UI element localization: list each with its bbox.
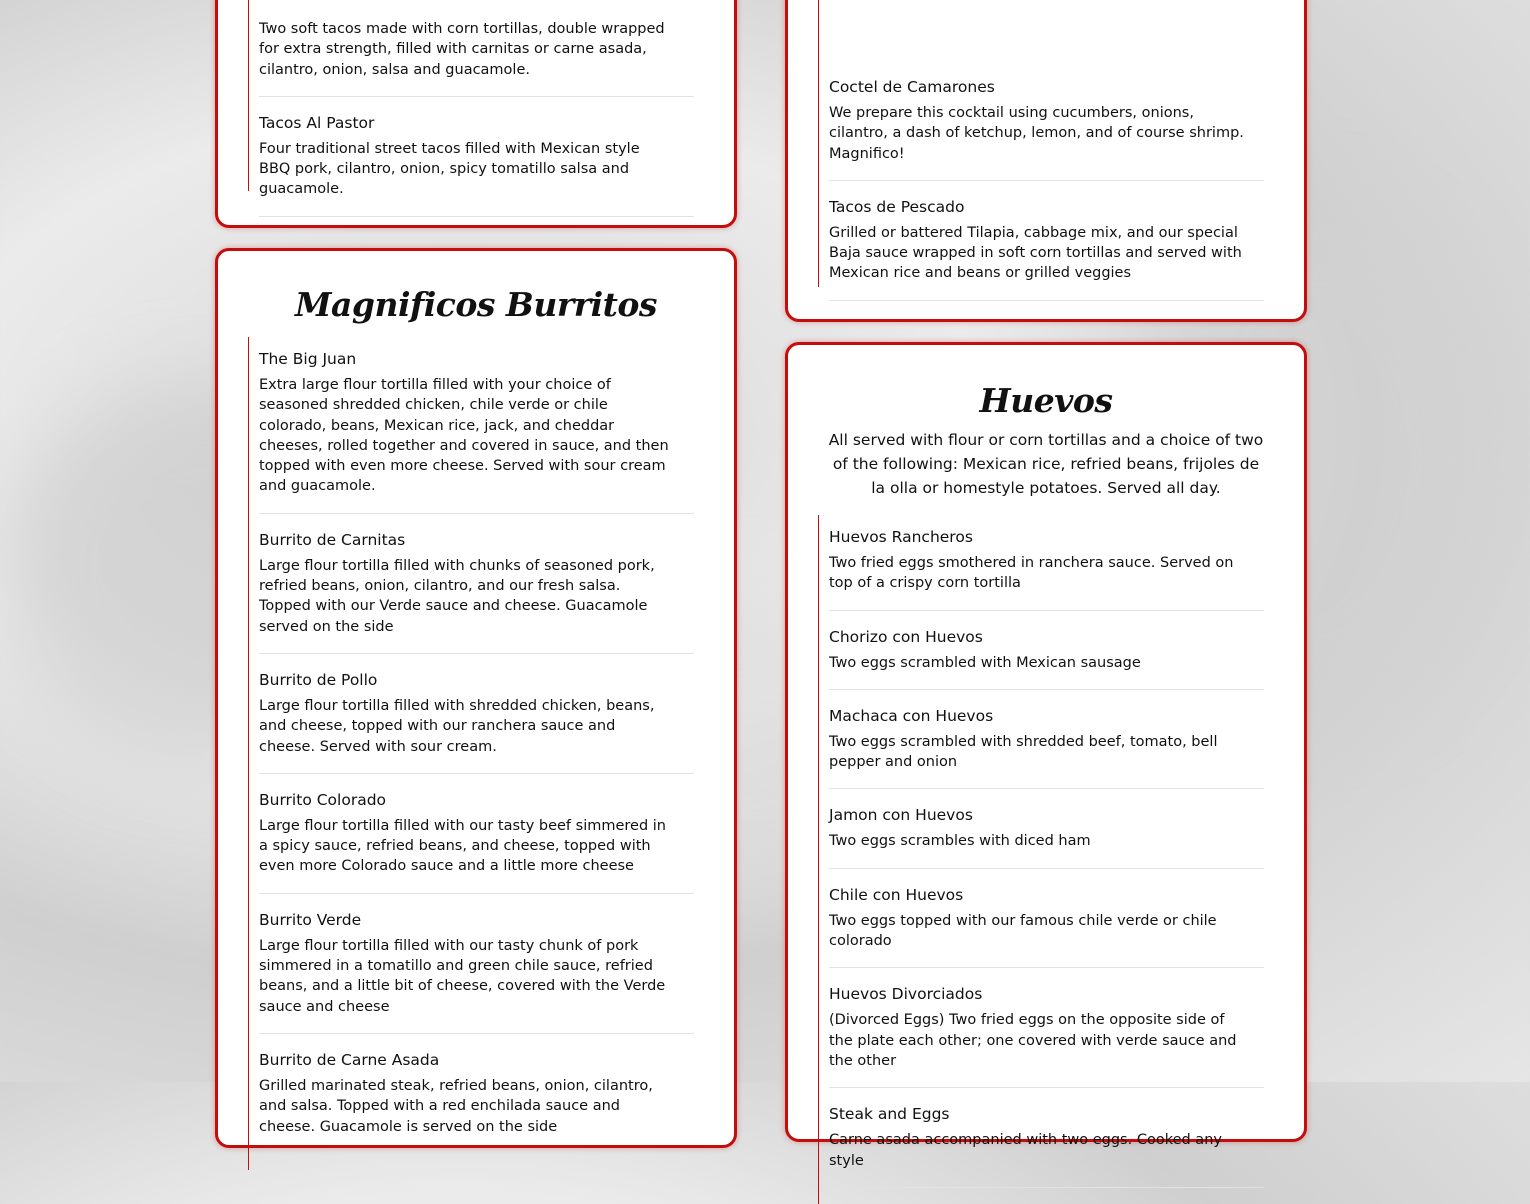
menu-item: [249, 1050, 694, 1154]
menu-item-name: Burrito de Pollo: [259, 670, 378, 689]
seafood-item-list: [818, 0, 1264, 287]
burritos-menu-card: [215, 248, 737, 1148]
menu-item-description: Two eggs scrambled with shredded beef, tomato, bell pepper and onion: [829, 733, 1218, 771]
menu-item: [249, 0, 694, 97]
menu-item-description: Carne asada accompanied with two eggs. Cooked any style: [829, 1132, 1222, 1169]
menu-item: [819, 627, 1264, 690]
menu-item-description: Grilled marinated steak, refried beans, onion, cilantro, and salsa. Topped with a red enchilada sauce and cheese. Guacamole is served on the side: [259, 1077, 653, 1135]
menu-item-name: The Big Juan: [259, 350, 357, 368]
menu-item-name: Machaca con Huevos: [829, 706, 994, 725]
menu-item-description: Large flour tortilla filled with chunks of seasoned pork, refried beans, onion, cilantro, and our fresh salsa. Topped with our Verde sauce and cheese. Guacamole served on the side: [259, 557, 655, 635]
menu-item: [249, 910, 694, 1034]
menu-item-name: Tacos de Pescado: [829, 197, 965, 216]
menu-item-name: Steak and Eggs: [829, 1105, 950, 1124]
tacos-menu-card: [215, 0, 737, 228]
menu-item: [819, 197, 1264, 301]
menu-item-name: Burrito Colorado: [259, 790, 387, 809]
menu-item-description: (Divorced Eggs) Two fried eggs on the opposite side of the plate each other; one covered with verde sauce and the other: [829, 1012, 1237, 1069]
section-title: Huevos: [979, 381, 1113, 420]
menu-item: [819, 515, 1264, 611]
menu-item-name: Burrito Verde: [259, 910, 362, 929]
menu-item-name: Burrito de Carnitas: [259, 530, 406, 549]
menu-item-description: We prepare this cocktail using cucumbers, onions, cilantro, a dash of ketchup, lemon, and of course shrimp. Magnifico!: [829, 105, 1244, 162]
menu-item-name: Burrito de Carne Asada: [259, 1050, 440, 1069]
menu-item-name: Jamon con Huevos: [829, 806, 973, 825]
menu-item-description: Two eggs topped with our famous chile verde or chile colorado: [829, 912, 1217, 950]
section-intro: All served with flour or corn tortillas and a choice of two of the following: Mexican rice, refried beans, frijoles de la olla or homestyle potatoes. Served all day.: [828, 431, 1264, 497]
menu-item-description: Two soft tacos made with corn tortillas, double wrapped for extra strength, filled with carnitas or carne asada, cilantro, onion, salsa and guacamole.: [259, 21, 665, 78]
menu-item-name: Huevos Divorciados: [829, 985, 983, 1004]
menu-item-description: Large flour tortilla filled with our tasty chunk of pork simmered in a tomatillo and green chile sauce, refried beans, and a little bit of cheese, covered with the Verde sauce and cheese: [259, 937, 666, 1015]
menu-item-description: Two fried eggs smothered in ranchera sauce. Served on top of a crispy corn tortilla: [829, 555, 1234, 592]
menu-item: [819, 885, 1264, 969]
menu-item: [249, 790, 694, 894]
menu-item: [819, 984, 1264, 1088]
tacos-item-list: [248, 0, 694, 198]
menu-item-description: Grilled or battered Tilapia, cabbage mix, and our special Baja sauce wrapped in soft corn tortillas and served with Mexican rice and beans or grilled veggies: [829, 224, 1242, 282]
menu-item-description: Two eggs scrambles with diced ham: [829, 833, 1091, 850]
menu-item: [249, 337, 694, 514]
menu-item-name: Chile con Huevos: [829, 885, 964, 904]
menu-item-description: Large flour tortilla filled with our tasty beef simmered in a spicy sauce, refried beans, and cheese, topped with even more Colorado sauce and a little more cheese: [259, 817, 666, 875]
menu-item: [819, 0, 1264, 181]
menu-item-name: Tacos Al Pastor: [259, 113, 375, 132]
menu-item-name: Coctel de Camarones: [829, 78, 995, 96]
menu-item-description: Two eggs scrambled with Mexican sausage: [829, 654, 1141, 671]
burritos-item-list: [248, 337, 694, 1170]
huevos-item-list: [818, 515, 1264, 1204]
menu-item-name: Huevos Rancheros: [829, 528, 973, 546]
seafood-menu-card: [785, 0, 1307, 322]
menu-item: [249, 530, 694, 654]
menu-item-description: Large flour tortilla filled with shredded chicken, beans, and cheese, topped with our ranchera sauce and cheese. Served with sour cream.: [259, 697, 655, 755]
menu-item-description: Extra large flour tortilla filled with your choice of seasoned shredded chicken, chile verde or chile colorado, beans, Mexican rice, jack, and cheddar cheeses, rolled together and covered in sauce, and then topped with even more cheese. Served with sour cream and guacamole.: [259, 377, 669, 495]
menu-item-name: Chorizo con Huevos: [829, 627, 983, 646]
menu-item: [249, 670, 694, 774]
menu-item-description: Four traditional street tacos filled with Mexican style BBQ pork, cilantro, onion, spicy tomatillo salsa and guacamole.: [259, 140, 640, 198]
menu-item: [249, 113, 694, 217]
section-title: Magnificos Burritos: [295, 285, 657, 324]
huevos-menu-card: [785, 342, 1307, 1169]
menu-item: [819, 805, 1264, 868]
menu-item: [819, 1104, 1264, 1188]
menu-item: [819, 706, 1264, 790]
